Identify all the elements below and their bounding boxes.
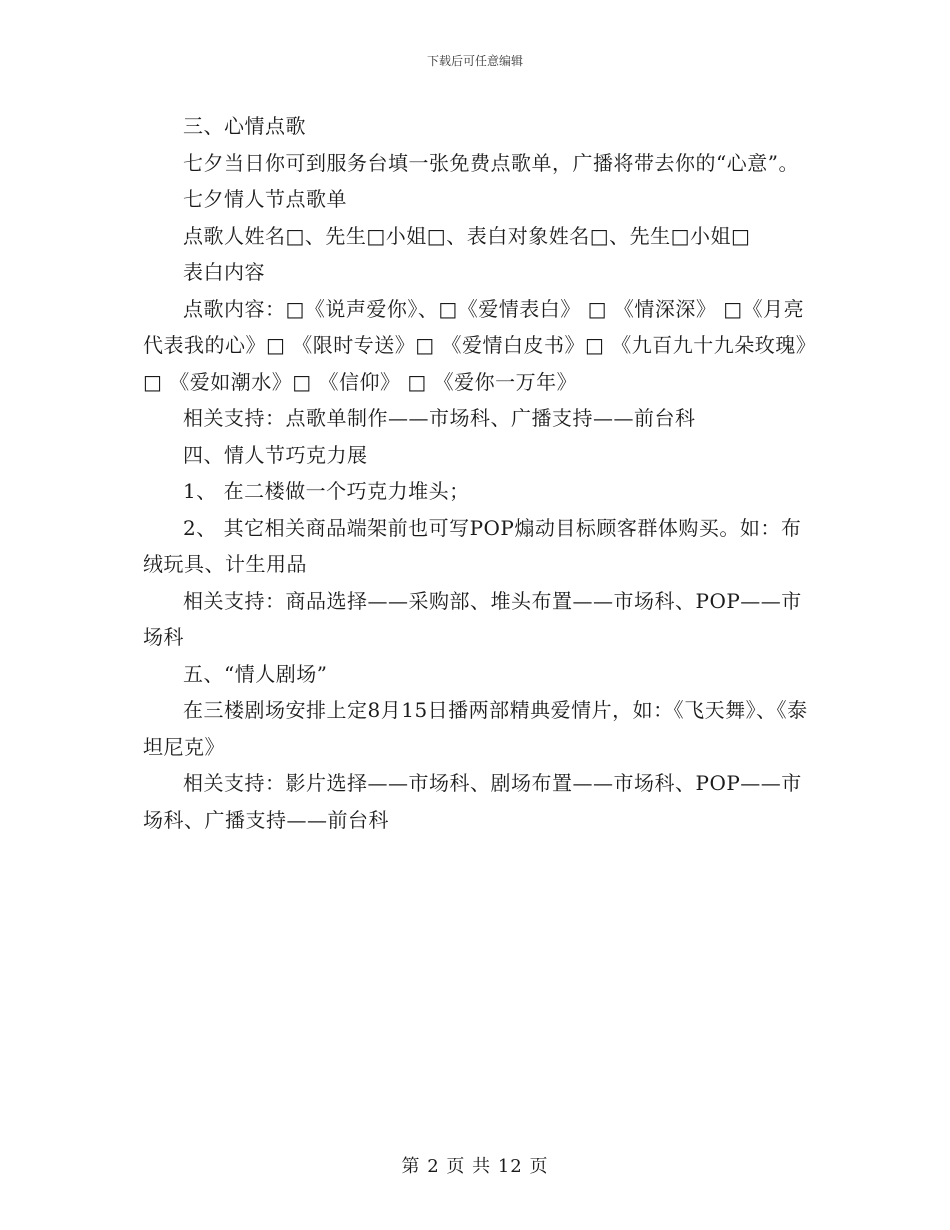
section-heading-chocolate-show: 四、情人节巧克力展	[183, 442, 368, 467]
paragraph: 点歌人姓名□、先生□小姐□、表白对象姓名□、先生□小姐□	[183, 223, 751, 248]
page-number: 第 2 页 共 12 页	[401, 1156, 549, 1177]
page-header-note: 下载后可任意编辑	[426, 54, 523, 68]
list-item: 2、 其它相关商品端架前也可写POP煽动目标顾客群体购买。如：布绒玩具、计生用品	[143, 515, 802, 576]
section-heading-lovers-theater: 五、“情人剧场”	[183, 661, 328, 686]
paragraph: 七夕当日你可到服务台填一张免费点歌单，广播将带去你的“心意”。	[183, 150, 799, 175]
paragraph: 相关支持：商品选择——采购部、堆头布置——市场科、POP——市场科	[143, 588, 802, 649]
paragraph: 表白内容	[183, 260, 265, 284]
paragraph: 七夕情人节点歌单	[183, 187, 347, 211]
paragraph: 相关支持：点歌单制作——市场科、广播支持——前台科	[183, 406, 696, 430]
paragraph: 在三楼剧场安排上定8月15日播两部精典爱情片，如：《飞天舞》、《泰坦尼克》	[143, 698, 808, 759]
section-heading-mood-song: 三、心情点歌	[183, 114, 306, 138]
paragraph: 相关支持：影片选择——市场科、剧场布置——市场科、POP——市场科、广播支持——前台科	[143, 771, 802, 832]
paragraph: 点歌内容：□《说声爱你》、□《爱情表白》 □ 《情深深》 □《月亮代表我的心》□ 《限时专送》□ 《爱情白皮书》□ 《九百九十九朵玫瑰》□ 《爱如潮水》□ 《信仰》 □ 《爱你一万年》	[143, 296, 807, 394]
document-body	[143, 108, 808, 838]
list-item: 1、 在二楼做一个巧克力堆头；	[183, 479, 470, 503]
